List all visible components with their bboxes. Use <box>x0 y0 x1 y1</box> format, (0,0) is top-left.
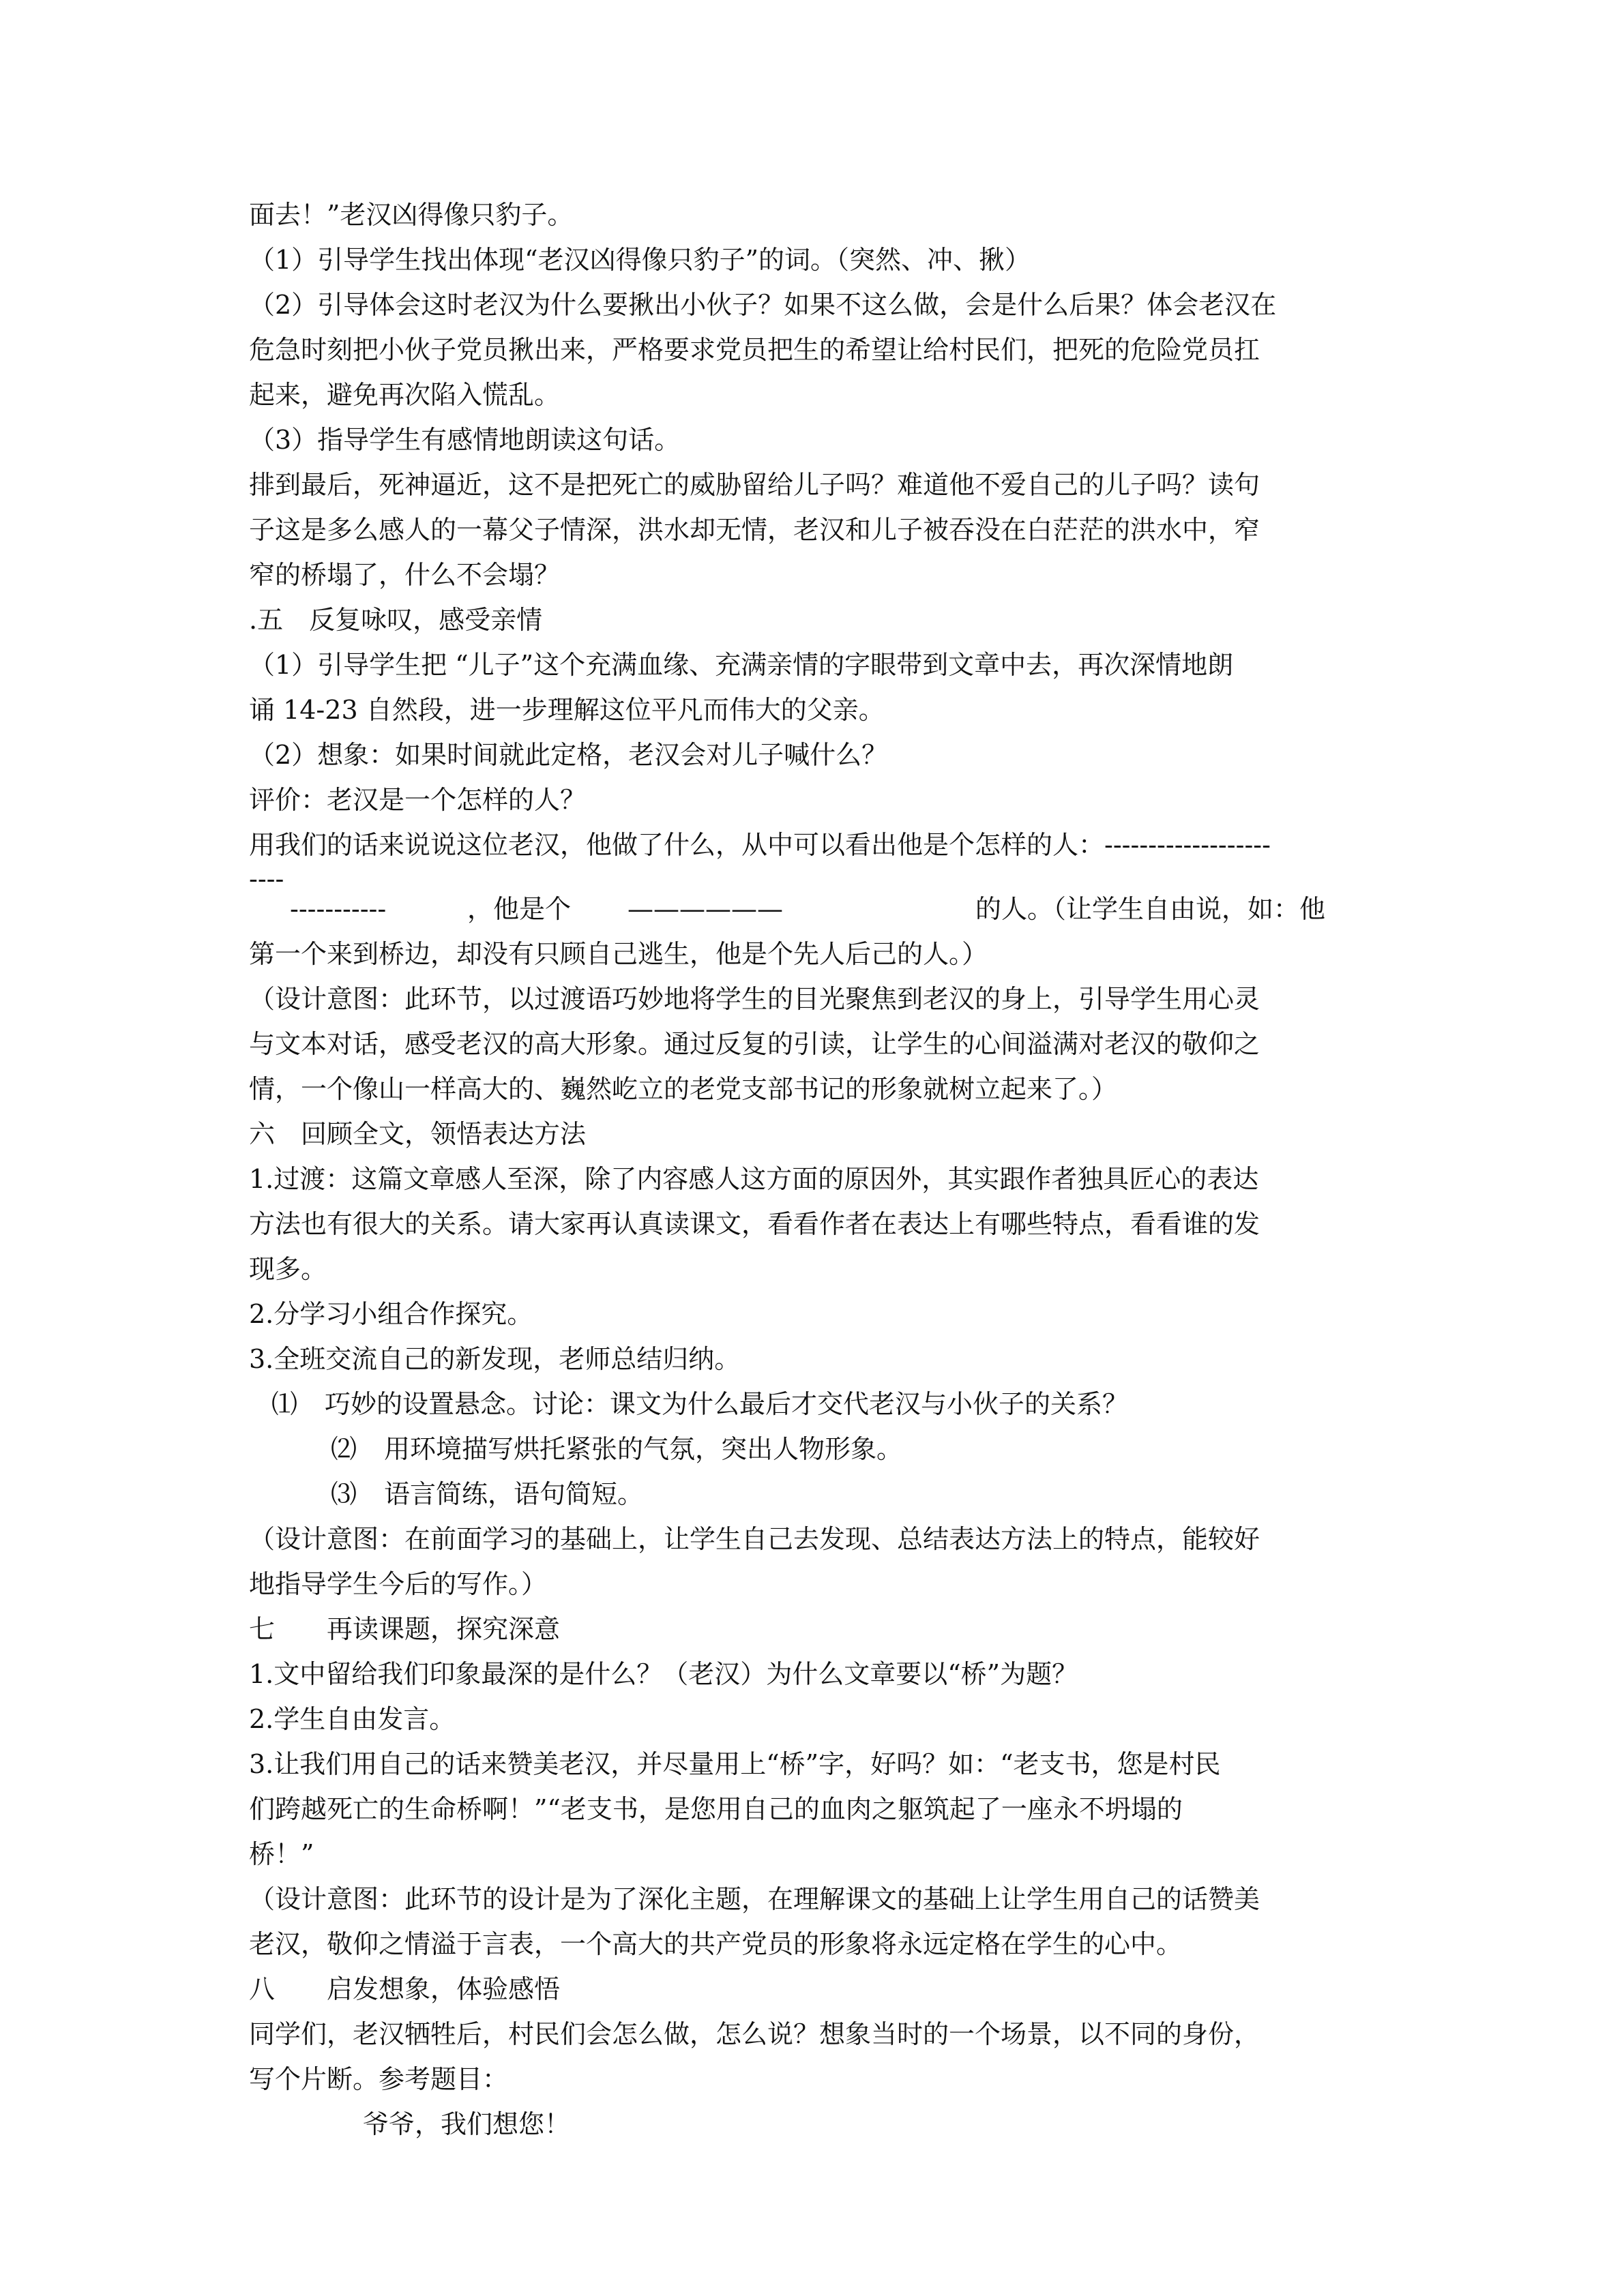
text-line: 写个片断。参考题目： <box>249 2064 509 2094</box>
design-note-line: 老汉，敬仰之情溢于言表，一个高大的共产党员的形象将永远定格在学生的心中。 <box>249 1929 1183 1959</box>
item-text: 语言简练，语句简短。 <box>384 1479 644 1509</box>
text-line: 1.文中留给我们印象最深的是什么？（老汉）为什么文章要以“桥”为题？ <box>249 1659 1078 1689</box>
text-line: （2）引导体会这时老汉为什么要揪出小伙子？如果不这么做，会是什么后果？体会老汉在 <box>249 290 1277 320</box>
numbered-item <box>271 1386 1381 1422</box>
text-line: 第一个来到桥边，却没有只顾自己逃生，他是个先人后己的人。） <box>249 939 988 969</box>
item-number: ⑶ <box>331 1479 357 1509</box>
text-line: 3.让我们用自己的话来赞美老汉，并尽量用上“桥”字，好吗？如：“老支书，您是村民 <box>249 1749 1221 1779</box>
text-line: （2）想象：如果时间就此定格，老汉会对儿子喊什么？ <box>249 740 888 770</box>
text-line: 2.分学习小组合作探究。 <box>249 1299 533 1329</box>
text-line: 排到最后，死神逼近，这不是把死亡的威胁留给儿子吗？难道他不爱自己的儿子吗？读句 <box>249 470 1260 500</box>
blank-tail-text: 的人。（让学生自由说，如：他 <box>975 894 1326 924</box>
section-heading: 六 回顾全文，领悟表达方法 <box>249 1119 587 1149</box>
text-line: 诵 14-23 自然段，进一步理解这位平凡而伟大的父亲。 <box>249 695 885 725</box>
text-line: 起来，避免再次陷入慌乱。 <box>249 380 561 410</box>
text-line: 们跨越死亡的生命桥啊！”“老支书，是您用自己的血肉之躯筑起了一座永不坍塌的 <box>249 1794 1183 1824</box>
design-note-line: （设计意图：此环节，以过渡语巧妙地将学生的目光聚焦到老汉的身上，引导学生用心灵 <box>249 984 1260 1014</box>
text-line: （3）指导学生有感情地朗读这句话。 <box>249 425 681 455</box>
text-line: 窄的桥塌了，什么不会塌？ <box>249 560 561 590</box>
blank-em-dashes: —————— <box>628 894 783 924</box>
section-heading: .五 反复咏叹，感受亲情 <box>249 605 543 635</box>
item-text: 用环境描写烘托紧张的气氛，突出人物形象。 <box>384 1434 903 1464</box>
section-heading: 七 再读课题，探究深意 <box>249 1614 561 1644</box>
text-line: 评价：老汉是一个怎样的人？ <box>249 785 587 815</box>
numbered-item <box>331 1476 1381 1512</box>
fill-in-blank-line <box>249 891 1381 927</box>
design-note-line: （设计意图：在前面学习的基础上，让学生自己去发现、总结表达方法上的特点，能较好 <box>249 1524 1260 1554</box>
text-line: 桥！” <box>249 1839 314 1869</box>
reference-title: 爷爷，我们想您！ <box>363 2109 571 2139</box>
text-line: 现多。 <box>249 1254 327 1284</box>
text-line: 3.全班交流自己的新发现，老师总结归纳。 <box>249 1344 741 1374</box>
design-note-line: 地指导学生今后的写作。） <box>249 1569 548 1599</box>
text-line: ---- <box>249 864 284 894</box>
text-line: 用我们的话来说说这位老汉，他做了什么，从中可以看出他是个怎样的人：------------------- <box>249 830 1271 860</box>
item-number: ⑴ <box>271 1389 298 1419</box>
blank-comma-text: ，他是个 <box>467 894 572 924</box>
blank-dashes: ----------- <box>290 894 387 924</box>
design-note-line: 情，一个像山一样高大的、巍然屹立的老党支部书记的形象就树立起来了。） <box>249 1074 1118 1104</box>
section-heading: 八 启发想象，体验感悟 <box>249 1974 561 2004</box>
text-line: 同学们，老汉牺牲后，村民们会怎么做，怎么说？想象当时的一个场景，以不同的身份， <box>249 2019 1260 2049</box>
text-line: 1.过渡：这篇文章感人至深，除了内容感人这方面的原因外，其实跟作者独具匠心的表达 <box>249 1164 1259 1194</box>
item-number: ⑵ <box>331 1434 357 1464</box>
design-note-line: 与文本对话，感受老汉的高大形象。通过反复的引读，让学生的心间溢满对老汉的敬仰之 <box>249 1029 1260 1059</box>
text-line: （1）引导学生找出体现“老汉凶得像只豹子”的词。（突然、冲、揪） <box>249 245 1031 275</box>
design-note-line: （设计意图：此环节的设计是为了深化主题，在理解课文的基础上让学生用自己的话赞美 <box>249 1884 1260 1914</box>
text-line: 危急时刻把小伙子党员揪出来，严格要求党员把生的希望让给村民们，把死的危险党员扛 <box>249 335 1260 365</box>
text-line: 2.学生自由发言。 <box>249 1704 456 1734</box>
text-line: 面去！”老汉凶得像只豹子。 <box>249 200 574 230</box>
text-line: 方法也有很大的关系。请大家再认真读课文，看看作者在表达上有哪些特点，看看谁的发 <box>249 1209 1260 1239</box>
text-line: （1）引导学生把 “儿子”这个充满血缘、充满亲情的字眼带到文章中去，再次深情地朗 <box>249 650 1234 680</box>
text-line: 子这是多么感人的一幕父子情深，洪水却无情，老汉和儿子被吞没在白茫茫的洪水中，窄 <box>249 515 1260 545</box>
item-text: 巧妙的设置悬念。讨论：课文为什么最后才交代老汉与小伙子的关系？ <box>325 1389 1129 1419</box>
numbered-item <box>331 1431 1381 1467</box>
